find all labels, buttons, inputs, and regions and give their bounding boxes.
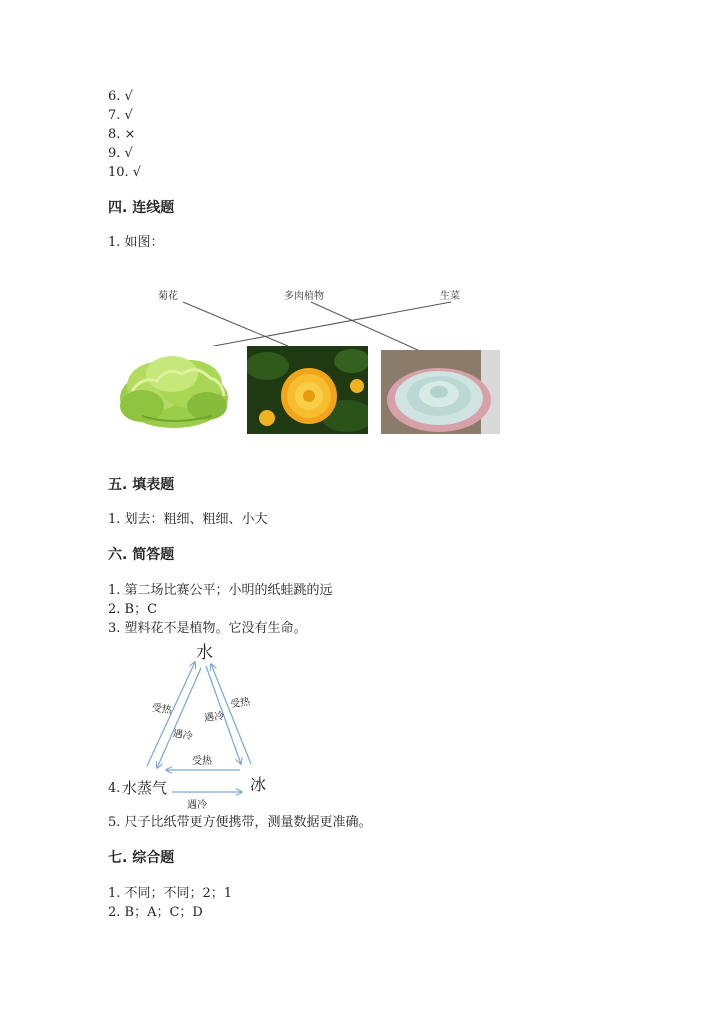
section-6-item-1: 1. 第二场比赛公平；小明的纸蛙跳的远 xyxy=(108,583,333,598)
cycle-label-left-inner: 遇冷 xyxy=(171,728,194,743)
cycle-label-right-outer: 受热 xyxy=(229,696,251,711)
section-6-item-4-prefix: 4. xyxy=(108,781,121,796)
label-succulent: 多肉植物 xyxy=(284,291,324,302)
section-6-title: 六. 简答题 xyxy=(108,547,175,563)
cycle-label-bottom-upper: 受热 xyxy=(192,756,212,767)
section-4-item-1: 1. 如图： xyxy=(108,235,164,250)
cycle-node-ice: 冰 xyxy=(250,775,267,794)
section-6-item-3: 3. 塑料花不是植物。它没有生命。 xyxy=(108,621,307,636)
cycle-label-bottom-lower: 遇冷 xyxy=(187,800,207,811)
answer-line-7: 7. √ xyxy=(108,108,133,123)
section-7-title: 七. 综合题 xyxy=(108,850,175,866)
section-5-item-1: 1. 划去：粗细、粗细、小大 xyxy=(108,512,268,527)
section-7-item-1: 1. 不同；不同；2；1 xyxy=(108,886,233,901)
cycle-node-water: 水 xyxy=(196,643,213,663)
label-chrysanthemum: 菊花 xyxy=(158,291,178,302)
section-4-title: 四. 连线题 xyxy=(108,200,175,216)
cycle-node-vapor: 水蒸气 xyxy=(122,779,168,797)
answer-line-10: 10. √ xyxy=(108,165,142,180)
answer-line-9: 9. √ xyxy=(108,146,133,161)
section-6-item-5: 5. 尺子比纸带更方便携带，测量数据更准确。 xyxy=(108,815,372,830)
answer-line-8: 8. × xyxy=(108,127,136,142)
cycle-label-right-inner: 遇冷 xyxy=(203,710,225,725)
cycle-label-left-outer: 受热 xyxy=(151,702,173,717)
section-6-item-2: 2. B；C xyxy=(108,602,158,617)
section-7-item-2: 2. B；A；C；D xyxy=(108,905,203,920)
answer-line-6: 6. √ xyxy=(108,89,133,104)
label-lettuce: 生菜 xyxy=(440,291,460,302)
section-5-title: 五. 填表题 xyxy=(108,477,175,493)
